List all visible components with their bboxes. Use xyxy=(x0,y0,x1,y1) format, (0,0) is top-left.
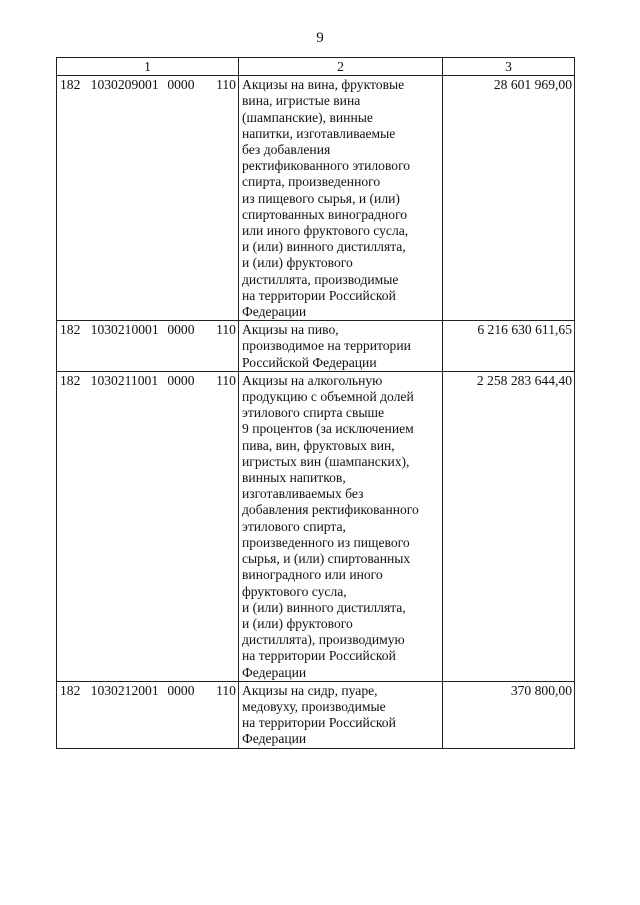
code-part: 0000 xyxy=(167,77,195,93)
description-line: сырья, и (или) спиртованных xyxy=(242,551,411,567)
description-line: из пищевого сырья, и (или) xyxy=(242,190,400,206)
amount-cell: 2 258 283 644,40 xyxy=(443,371,575,681)
code-part: 110 xyxy=(216,77,236,93)
column-header-amount: 3 xyxy=(443,58,575,76)
code-part: 182 xyxy=(60,682,81,698)
excise-revenue-table xyxy=(56,57,575,749)
description-line: Федерации xyxy=(242,731,307,747)
description-line: вина, игристые вина xyxy=(242,93,361,109)
table-header-row xyxy=(57,58,575,76)
code-part: 110 xyxy=(216,372,236,388)
description-line: пива, вин, фруктовых вин, xyxy=(242,437,395,453)
description-line: на территории Российской xyxy=(242,648,396,664)
description-line: виноградного или иного xyxy=(242,567,383,583)
description-line: добавления ректификованного xyxy=(242,502,419,518)
description-line: Акцизы на алкогольную xyxy=(242,372,383,388)
description-line: и (или) винного дистиллята, xyxy=(242,239,406,255)
code-part: 1030210001 xyxy=(90,322,159,338)
classification-code-cell xyxy=(57,321,239,372)
description-line: 9 процентов (за исключением xyxy=(242,421,414,437)
classification-code-cell xyxy=(57,681,239,748)
column-header-code: 1 xyxy=(57,58,239,76)
description-line: изготавливаемых без xyxy=(242,486,364,502)
description-line: дистиллята, производимые xyxy=(242,271,399,287)
description-line: и (или) винного дистиллята, xyxy=(242,599,406,615)
description-line: производимое на территории xyxy=(242,338,411,354)
code-part: 1030209001 xyxy=(90,77,159,93)
description-cell xyxy=(239,321,443,372)
description-line: продукцию с объемной долей xyxy=(242,389,414,405)
description-line: или иного фруктового сусла, xyxy=(242,223,409,239)
description-line: и (или) фруктового xyxy=(242,615,353,631)
description-line: медовуху, производимые xyxy=(242,698,386,714)
description-line: Федерации xyxy=(242,664,307,680)
amount-cell: 370 800,00 xyxy=(443,681,575,748)
code-part: 110 xyxy=(216,322,236,338)
description-line: на территории Российской xyxy=(242,715,396,731)
description-cell xyxy=(239,76,443,321)
code-part: 1030212001 xyxy=(90,682,159,698)
description-line: напитки, изготавливаемые xyxy=(242,125,396,141)
description-line: этилового спирта свыше xyxy=(242,405,385,421)
classification-code xyxy=(60,683,236,699)
description-line: без добавления xyxy=(242,142,331,158)
description-cell xyxy=(239,681,443,748)
code-part: 0000 xyxy=(167,322,195,338)
description-cell xyxy=(239,371,443,681)
classification-code xyxy=(60,322,236,338)
code-part: 182 xyxy=(60,372,81,388)
classification-code xyxy=(60,77,236,93)
description-line: Акцизы на сидр, пуаре, xyxy=(242,682,378,698)
description-line: произведенного из пищевого xyxy=(242,534,410,550)
column-header-description: 2 xyxy=(239,58,443,76)
code-part: 0000 xyxy=(167,372,195,388)
table-row xyxy=(57,321,575,372)
classification-code-cell xyxy=(57,371,239,681)
description-line: спирта, произведенного xyxy=(242,174,381,190)
description-line: фруктового сусла, xyxy=(242,583,347,599)
description-line: спиртованных виноградного xyxy=(242,206,408,222)
description-line: дистиллята), производимую xyxy=(242,632,405,648)
description-line: винных напитков, xyxy=(242,470,346,486)
code-part: 1030211001 xyxy=(90,372,159,388)
code-part: 182 xyxy=(60,77,81,93)
amount-cell: 6 216 630 611,65 xyxy=(443,321,575,372)
description-line: Федерации xyxy=(242,304,307,320)
description-line: этилового спирта, xyxy=(242,518,346,534)
description-line: игристых вин (шампанских), xyxy=(242,453,410,469)
table-row xyxy=(57,681,575,748)
table-row xyxy=(57,76,575,321)
description-line: (шампанские), винные xyxy=(242,109,373,125)
description-line: Акцизы на вина, фруктовые xyxy=(242,77,405,93)
description-line: Российской Федерации xyxy=(242,354,377,370)
classification-code-cell xyxy=(57,76,239,321)
table-row xyxy=(57,371,575,681)
code-part: 0000 xyxy=(167,682,195,698)
description-line: ректификованного этилового xyxy=(242,158,411,174)
description-line: Акцизы на пиво, xyxy=(242,322,339,338)
description-line: и (или) фруктового xyxy=(242,255,353,271)
code-part: 110 xyxy=(216,682,236,698)
classification-code xyxy=(60,373,236,389)
description-line: на территории Российской xyxy=(242,287,396,303)
amount-cell: 28 601 969,00 xyxy=(443,76,575,321)
page-number: 9 xyxy=(316,30,324,46)
code-part: 182 xyxy=(60,322,81,338)
